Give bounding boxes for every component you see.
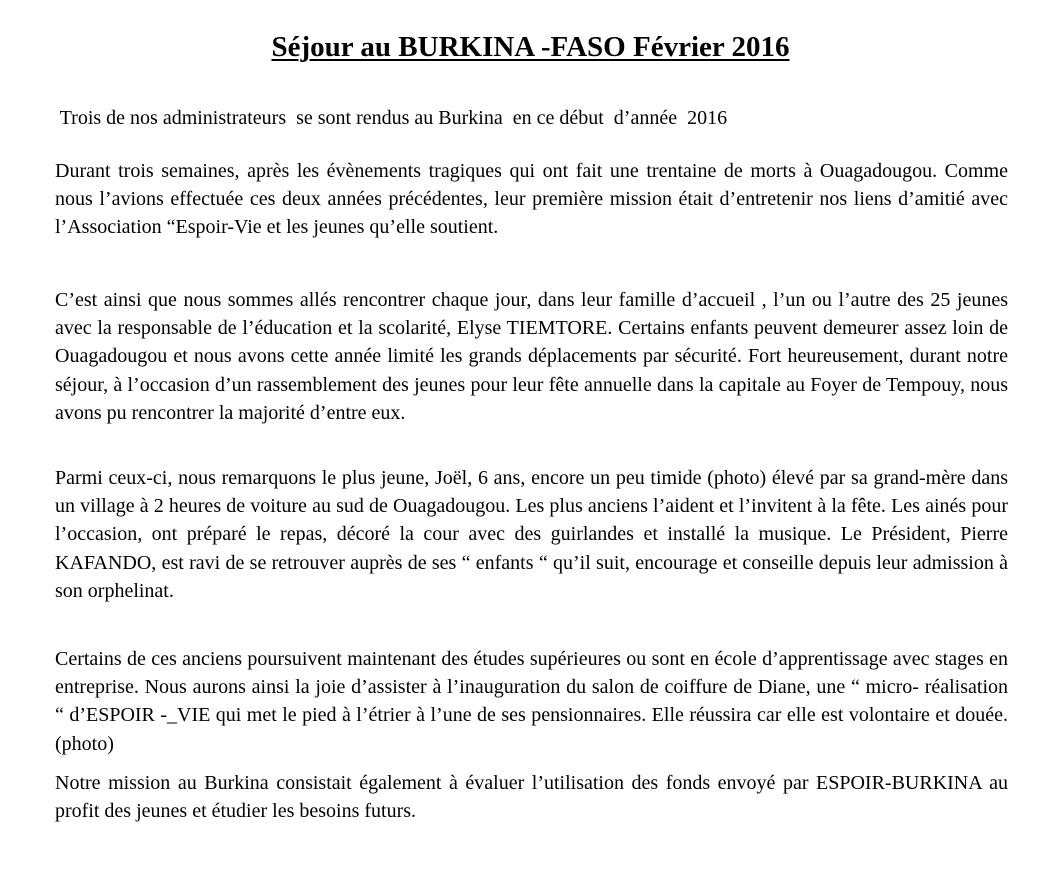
paragraph-visit-purpose: Durant trois semaines, après les évènements tragiques qui ont fait une trentaine de morts à Ouagadougou. Comme nous l’avions effectuée ces deux années précédentes, leur première mission était d’entretenir nos liens d’amitié avec l’Association “Espoir-Vie et les jeunes qu’elle soutient. xyxy=(55,160,1008,239)
paragraph-elders-studies: Certains de ces anciens poursuivent maintenant des études supérieures ou sont en école d’apprentissage avec stages en entreprise. Nous aurons ainsi la joie d’assister à l’inauguration du salon de coiffure de Diane, une “ micro- réalisation “ d’ESPOIR -_VIE qui met le pied à l’étrier à l’une de ses pensionnaires. Elle réussira car elle est volontaire et douée. (photo) xyxy=(55,648,1008,755)
paragraph-youngest: Parmi ceux-ci, nous remarquons le plus jeune, Joël, 6 ans, encore un peu timide (photo) élevé par sa grand-mère dans un village à 2 heures de voiture au sud de Ouagadougou. Les plus anciens l’aident et l’invitent à la fête. Les ainés pour l’occasion, ont préparé le repas, décoré la cour avec des guirlandes et installé la musique. Le Président, Pierre KAFANDO, est ravi de se retrouver auprès de ses “ enfants “ qu’il suit, encourage et conseille depuis leur admission à son orphelinat. xyxy=(55,467,1008,602)
intro-line: Trois de nos administrateurs se sont rendus au Burkina en ce début d’année 2016 xyxy=(55,107,728,129)
document-title-text: Séjour au BURKINA -FASO Février 2016 xyxy=(271,31,790,63)
paragraph-meetings: C’est ainsi que nous sommes allés rencontrer chaque jour, dans leur famille d’accueil , l’un ou l’autre des 25 jeunes avec la responsable de l’éducation et la scolarité, Elyse TIEMTORE. Certains enfants peuvent demeurer assez loin de Ouagadougou et nous avons cette année limité les grands déplacements par sécurité. Fort heureusement, durant notre séjour, à l’occasion d’un rassemblement des jeunes pour leur fête annuelle dans la capitale au Foyer de Tempouy, nous avons pu rencontrer la majorité d’entre eux. xyxy=(55,289,1008,424)
document-title xyxy=(0,29,1061,65)
paragraph-mission-evaluation: Notre mission au Burkina consistait également à évaluer l’utilisation des fonds envoyé par ESPOIR-BURKINA au profit des jeunes et étudier les besoins futurs. xyxy=(55,772,1008,823)
